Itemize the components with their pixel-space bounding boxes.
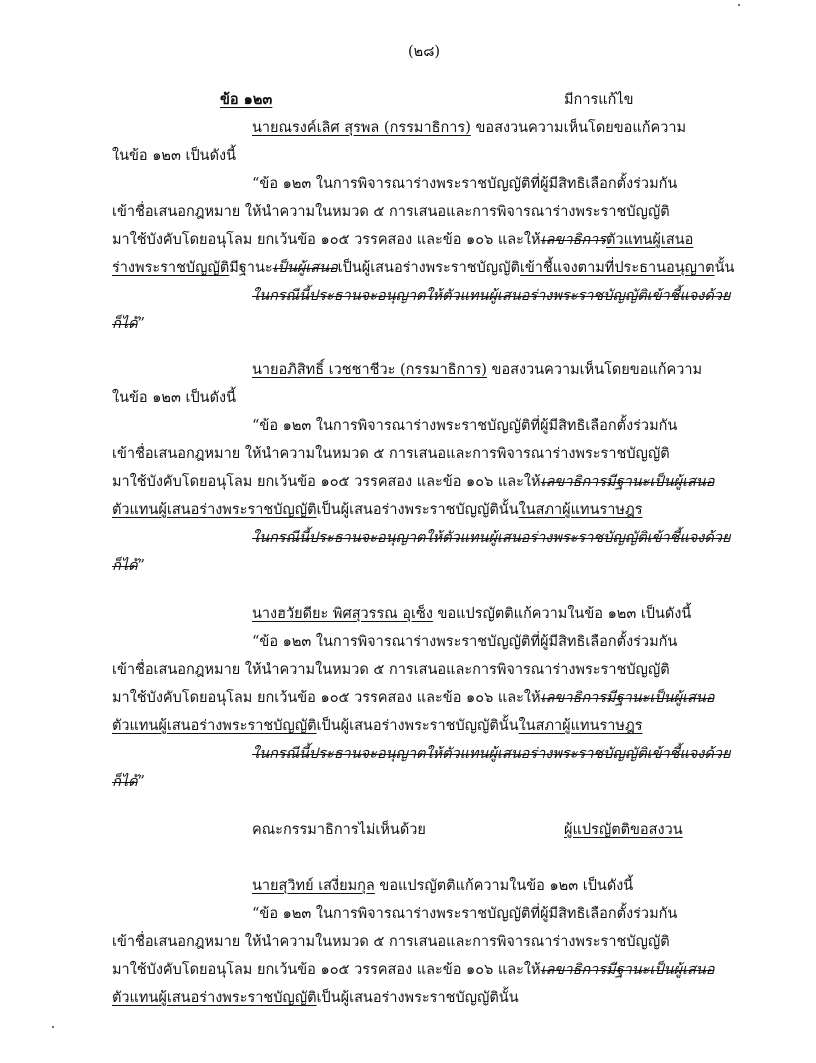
deleted-text: เลขาธิการมีฐานะเป็นผู้เสนอ: [540, 962, 715, 978]
amendment-1-text-line: “ข้อ ๑๒๓ ในการพิจารณาร่างพระราชบัญญัติที่ผู้มีสิทธิเลือกตั้งร่วมกัน: [252, 176, 678, 192]
amendment-2-intro: [252, 360, 702, 380]
proposer-name: นายณรงค์เลิศ สุรพล (กรรมาธิการ): [252, 120, 471, 136]
deleted-text: เลขาธิการ: [540, 232, 607, 248]
amendment-4-text-line: [112, 960, 714, 980]
deleted-text: ก็ได้: [112, 774, 138, 790]
deleted-text: ก็ได้: [112, 316, 138, 332]
amendment-1-text-line: [112, 314, 145, 334]
committee-note-label: ผู้แปรญัตติขอสงวน: [564, 822, 683, 838]
amendment-1-text-line: เข้าชื่อเสนอกฎหมาย ให้นำความในหมวด ๕ การเสนอและการพิจารณาร่างพระราชบัญญัติ: [112, 204, 670, 220]
amendment-4-text-line: “ข้อ ๑๒๓ ในการพิจารณาร่างพระราชบัญญัติที่ผู้มีสิทธิเลือกตั้งร่วมกัน: [252, 906, 678, 922]
deleted-text: ก็ได้: [112, 558, 138, 574]
inserted-text: เข้าชี้แจงตามที่ประธานอนุญาต: [519, 260, 715, 276]
amendment-2-text-line: [112, 556, 145, 576]
amendment-2-intro-line2: ในข้อ ๑๒๓ เป็นดังนี้: [112, 390, 236, 406]
amendment-1-deleted-line: ในกรณีนี้ประธานจะอนุญาตให้ตัวแทนผู้เสนอร่างพระราชบัญญัติเข้าชี้แจงด้วย: [252, 288, 731, 304]
scan-speck: [738, 4, 740, 6]
deleted-text: เลขาธิการมีฐานะเป็นผู้เสนอ: [540, 474, 715, 490]
text-segment: เป็นผู้เสนอร่างพระราชบัญญัตินั้น: [316, 990, 519, 1006]
amendment-1-intro-line2: ในข้อ ๑๒๓ เป็นดังนี้: [112, 148, 236, 164]
amendment-2-text-line: [112, 472, 714, 492]
amendment-3-text-line: “ข้อ ๑๒๓ ในการพิจารณาร่างพระราชบัญญัติที่ผู้มีสิทธิเลือกตั้งร่วมกัน: [252, 634, 678, 650]
amendment-1-intro: [252, 118, 686, 138]
amendment-2-deleted-line: ในกรณีนี้ประธานจะอนุญาตให้ตัวแทนผู้เสนอร่างพระราชบัญญัติเข้าชี้แจงด้วย: [252, 530, 731, 546]
amendment-3-text-line: เข้าชื่อเสนอกฎหมาย ให้นำความในหมวด ๕ การเสนอและการพิจารณาร่างพระราชบัญญัติ: [112, 662, 670, 678]
amendment-3-intro: [252, 604, 691, 624]
intro-text: ขอแปรญัตติแก้ความในข้อ ๑๒๓ เป็นดังนี้: [437, 606, 692, 622]
inserted-text: ร่างพระราชบัญญัติ: [112, 260, 230, 276]
amendment-2-text-line: “ข้อ ๑๒๓ ในการพิจารณาร่างพระราชบัญญัติที่ผู้มีสิทธิเลือกตั้งร่วมกัน: [252, 418, 678, 434]
committee-note: คณะกรรมาธิการไม่เห็นด้วย: [252, 822, 426, 838]
text-segment: เป็นผู้เสนอร่างพระราชบัญญัติ: [337, 260, 520, 276]
amendment-4-text-line: เข้าชื่อเสนอกฎหมาย ให้นำความในหมวด ๕ การเสนอและการพิจารณาร่างพระราชบัญญัติ: [112, 934, 670, 950]
inserted-text: ในสภาผู้แทนราษฎร: [518, 718, 643, 734]
section-title: ข้อ ๑๒๓: [220, 91, 273, 108]
intro-text: ขอแปรญัตติแก้ความในข้อ ๑๒๓ เป็นดังนี้: [379, 878, 634, 894]
closing-quote: ”: [137, 316, 145, 332]
inserted-text: ในสภาผู้แทนราษฎร: [518, 502, 643, 518]
inserted-text: ตัวแทนผู้เสนอร่างพระราชบัญญัติ: [112, 718, 317, 734]
inserted-text: ตัวแทนผู้เสนอ: [606, 232, 694, 248]
amendment-2-text-line: เข้าชื่อเสนอกฎหมาย ให้นำความในหมวด ๕ การเสนอและการพิจารณาร่างพระราชบัญญัติ: [112, 446, 670, 462]
text-segment: เป็นผู้เสนอร่างพระราชบัญญัตินั้น: [316, 718, 519, 734]
text-segment: มาใช้บังคับโดยอนุโลม ยกเว้นข้อ ๑๐๕ วรรคสอง และข้อ ๑๐๖ และให้: [112, 232, 541, 248]
amendment-3-text-line: [112, 772, 145, 792]
amendment-1-text-line: [112, 230, 693, 250]
amendment-4-intro: [252, 876, 633, 896]
deleted-text: เป็นผู้เสนอ: [272, 260, 338, 276]
amendment-2-text-line: [112, 500, 643, 520]
text-segment: นั้น: [714, 260, 735, 276]
deleted-text: เลขาธิการมีฐานะเป็นผู้เสนอ: [540, 690, 715, 706]
proposer-name: นางฮวัยดียะ พิศสุวรรณ อุเซ็ง: [252, 606, 433, 622]
text-segment: มาใช้บังคับโดยอนุโลม ยกเว้นข้อ ๑๐๕ วรรคสอง และข้อ ๑๐๖ และให้: [112, 962, 541, 978]
text-segment: มีฐานะ: [229, 260, 273, 276]
text-segment: มาใช้บังคับโดยอนุโลม ยกเว้นข้อ ๑๐๕ วรรคสอง และข้อ ๑๐๖ และให้: [112, 690, 541, 706]
amendment-1-text-line: [112, 258, 734, 278]
closing-quote: ”: [137, 774, 145, 790]
inserted-text: ตัวแทนผู้เสนอร่างพระราชบัญญัติ: [112, 502, 317, 518]
amendment-4-text-line: [112, 988, 519, 1008]
amendment-3-text-line: [112, 688, 714, 708]
section-status: มีการแก้ไข: [564, 92, 634, 108]
closing-quote: ”: [137, 558, 145, 574]
proposer-name: นายอภิสิทธิ์ เวชชาชีวะ (กรรมาธิการ): [252, 362, 487, 378]
amendment-3-deleted-line: ในกรณีนี้ประธานจะอนุญาตให้ตัวแทนผู้เสนอร่างพระราชบัญญัติเข้าชี้แจงด้วย: [252, 746, 731, 762]
intro-text: ขอสงวนความเห็นโดยขอแก้ความ: [475, 120, 687, 136]
intro-text: ขอสงวนความเห็นโดยขอแก้ความ: [491, 362, 703, 378]
text-segment: มาใช้บังคับโดยอนุโลม ยกเว้นข้อ ๑๐๕ วรรคสอง และข้อ ๑๐๖ และให้: [112, 474, 541, 490]
proposer-name: นายสุวิทย์ เสงี่ยมกุล: [252, 878, 375, 894]
text-segment: เป็นผู้เสนอร่างพระราชบัญญัตินั้น: [316, 502, 519, 518]
inserted-text: ตัวแทนผู้เสนอร่างพระราชบัญญัติ: [112, 990, 317, 1006]
page-number: (๒๘): [408, 44, 441, 60]
amendment-3-text-line: [112, 716, 643, 736]
scan-speck: [52, 1026, 54, 1028]
